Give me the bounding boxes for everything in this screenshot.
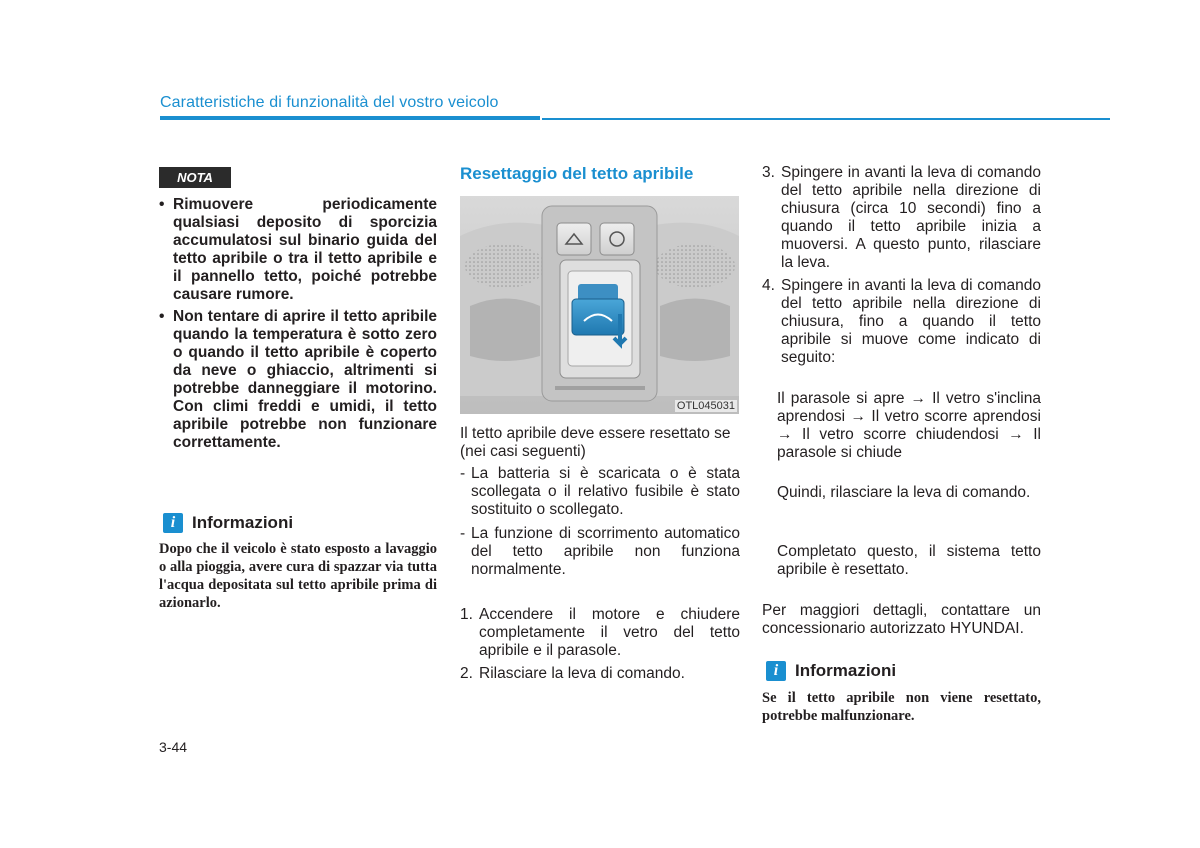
header-rule-thin — [542, 118, 1110, 120]
info-icon: i — [766, 661, 786, 681]
dash-marker: - — [460, 465, 466, 482]
step-text: Rilasciare la leva di comando. — [479, 665, 685, 682]
step-number: 1. — [460, 606, 473, 623]
info-body: Se il tetto apribile non viene resettato, potrebbe malfunzionare. — [762, 690, 1041, 724]
reset-cases-list — [460, 465, 740, 585]
nota-bullet-text: Rimuovere periodicamente qualsiasi deposito di sporcizia accumulatosi sul binario guida del tetto apribile o tra il tetto apribile e il pannello tetto, poiché potrebbe causare rumore. — [173, 196, 437, 303]
completion-note: Completato questo, il sistema tetto apribile è resettato. — [777, 543, 1041, 578]
section-title: Resettaggio del tetto apribile — [460, 164, 694, 183]
overhead-console-illustration — [460, 196, 739, 414]
reset-intro: Il tetto apribile deve essere resettato se (nei casi seguenti) — [460, 425, 731, 460]
nota-bullet-text: Non tentare di aprire il tetto apribile quando la temperatura è sotto zero o quando il tetto apribile è coperto da neve o ghiaccio, altrimenti si potrebbe danneggiare il motorino. Con climi freddi e umidi, il tetto apribile potrebbe non funzionare correttamente. — [173, 308, 437, 451]
info-body: Dopo che il veicolo è stato esposto a lavaggio o alla pioggia, avere cura di spazzar via tutta l'acqua depositata sul tetto apribile prima di azionarlo. — [159, 541, 437, 611]
release-instruction: Quindi, rilasciare la leva di comando. — [777, 484, 1031, 501]
nota-bullet-list — [159, 196, 437, 456]
step-text: Spingere in avanti la leva di comando del tetto apribile nella direzione di chiusura (circa 10 secondi) fino a quando il tetto apribile inizia a muoversi. A questo punto, rilasciare la leva. — [781, 164, 1041, 271]
running-header-title: Caratteristiche di funzionalità del vostro veicolo — [160, 94, 499, 111]
steps-list-part2 — [762, 164, 1041, 372]
list-item — [159, 196, 437, 304]
case-text: La funzione di scorrimento automatico del tetto apribile non funziona normalmente. — [471, 525, 740, 578]
nota-badge: NOTA — [159, 167, 231, 188]
page-number: 3-44 — [159, 739, 188, 755]
figure-code: OTL045031 — [676, 400, 735, 412]
header-rule-thick — [160, 116, 540, 120]
case-text: La batteria si è scaricata o è stata scollegata o il relativo fusibile è stato sostituito o scollegato. — [471, 465, 740, 518]
info-title: Informazioni — [192, 513, 294, 532]
step-number: 2. — [460, 665, 473, 682]
list-item — [762, 164, 1041, 272]
list-item — [460, 606, 740, 660]
list-item — [460, 465, 740, 519]
dealer-contact-note: Per maggiori dettagli, contattare un concessionario autorizzato HYUNDAI. — [762, 602, 1041, 637]
step-text: Spingere in avanti la leva di comando del tetto apribile nella direzione di chiusura, fino a quando il tetto apribile si muove come indicato di seguito: — [781, 277, 1041, 366]
sunroof-control-figure — [460, 196, 739, 414]
step-number: 4. — [762, 277, 775, 294]
list-item — [159, 308, 437, 452]
info-heading — [163, 513, 293, 533]
info-heading — [766, 661, 896, 681]
info-icon: i — [163, 513, 183, 533]
movement-sequence: Il parasole si apre → Il vetro s'inclina aprendosi → Il vetro scorre aprendosi → Il vetro scorre chiudendosi → Il parasole si chiude — [777, 390, 1041, 461]
steps-list-part1 — [460, 606, 740, 688]
list-item — [460, 525, 740, 579]
dash-marker: - — [460, 525, 466, 542]
step-text: Accendere il motore e chiudere completamente il vetro del tetto apribile e il parasole. — [479, 606, 740, 659]
info-title: Informazioni — [795, 661, 897, 680]
bullet-icon: • — [159, 196, 165, 213]
list-item — [460, 665, 740, 683]
bullet-icon: • — [159, 308, 165, 325]
step-number: 3. — [762, 164, 775, 181]
list-item — [762, 277, 1041, 367]
